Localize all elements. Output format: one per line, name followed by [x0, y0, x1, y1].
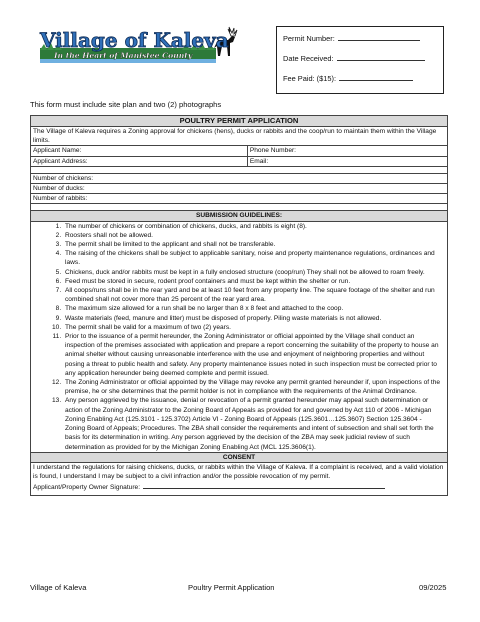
permit-number-label: Permit Number: — [283, 34, 335, 43]
permit-number-line[interactable] — [283, 31, 437, 51]
guideline-item: 8. The maximum size allowed for a run shall be no larger than 8 x 8 feet and attached to the coop. — [63, 304, 443, 313]
guideline-item: 7. All coops/runs shall be in the rear yard and be at least 10 feet from any property line. The square footage of the shelter and run combined shall not cover more than 25 percent of the rear yard area. — [63, 286, 443, 304]
guideline-item: 13. Any person aggrieved by the issuance, denial or revocation of a permit granted hereunder may appeal such determination or action of the Zoning Administrator to the Zoning Board of Appeals as provided for and governed by Act 110 of 2006 - Michigan Zoning Enabling Act (125.3101 - 125.3702) Article VI - Zoning Board of Appeals (125.3601…125.3607) Section 125.3604 - Zoning Board of Appeals; Procedures. The ZBA shall consider the requirements and intent of subsection and shall set forth the basis for its determination in writing. Any person aggrieved by the decision of the ZBA may seek judicial review of such determination as provided for by the Michigan Zoning Enabling Act (MCL 125.3606(1). — [63, 396, 443, 451]
spacer-row — [31, 166, 448, 173]
date-received-field[interactable] — [337, 51, 425, 61]
guideline-item: 11. Prior to the issuance of a permit hereunder, the Zoning Administrator or official appointed by the Village shall conduct an inspection of the premises associated with application and prepare a report concerning the suitability of the property to house an animal shelter without causing unreasonable interference with the use and enjoyment of neighboring properties and without posing a threat to public health and safety. Any property maintenance issues noted in such inspection must be corrected prior to any application hereunder being deemed complete and permit issued. — [63, 332, 443, 378]
consent-cell — [31, 462, 448, 495]
footer-right: 09/2025 — [419, 583, 447, 592]
form-description: The Village of Kaleva requires a Zoning approval for chickens (hens), ducks or rabbits and the coop/run to maintain them within the Village limits. — [31, 127, 448, 146]
consent-text: I understand the regulations for raising chickens, ducks, or rabbits within the Village of Kaleva. If a complaint is received, and a valid violation is found, I understand I may be subject to a civil infraction and/or the possible revocation of my permit. — [33, 463, 444, 481]
form-title: POULTRY PERMIT APPLICATION — [31, 116, 448, 127]
logo-tagline: In the Heart of Manistee County — [54, 51, 193, 60]
email-field[interactable]: Email: — [247, 156, 447, 166]
guideline-item: 10. The permit shall be valid for a maximum of two (2) years. — [63, 323, 443, 332]
guidelines-cell — [31, 221, 448, 452]
village-logo — [32, 26, 254, 66]
date-received-label: Date Received: — [283, 54, 334, 63]
applicant-name-field[interactable]: Applicant Name: — [31, 146, 248, 156]
permit-number-field[interactable] — [338, 31, 420, 41]
permit-form — [30, 115, 448, 496]
logo-title: Village of Kaleva — [40, 28, 229, 52]
fee-paid-line[interactable] — [283, 71, 437, 91]
guideline-item: 9. Waste materials (feed, manure and litter) must be disposed of properly. Piling waste materials is not allowed. — [63, 314, 443, 323]
num-rabbits-field[interactable]: Number of rabbits: — [31, 194, 448, 204]
guideline-item: 4. The raising of the chickens shall be subject to applicable sanitary, noise and property maintenance regulations, ordinances and laws. — [63, 249, 443, 267]
office-use-box — [276, 26, 444, 94]
signature-line[interactable] — [33, 481, 445, 494]
guidelines-title: SUBMISSION GUIDELINES: — [31, 211, 448, 221]
guideline-item: 1. The number of chickens or combination of chickens, ducks, and rabbits is eight (8). — [63, 222, 443, 231]
footer-left: Village of Kaleva — [30, 583, 87, 592]
guidelines-list — [33, 222, 445, 452]
fee-paid-field[interactable] — [339, 71, 413, 81]
applicant-address-field[interactable]: Applicant Address: — [31, 156, 248, 166]
guideline-item: 5. Chickens, duck and/or rabbits must be kept in a fully enclosed structure (coop/run) They shall not be allowed to roam freely. — [63, 268, 443, 277]
date-received-line[interactable] — [283, 51, 437, 71]
guideline-item: 12. The Zoning Administrator or official appointed by the Village may revoke any permit granted hereunder if, upon inspections of the premise, he or she determines that the permit holder is not in compliance with the requirements of the Animal Ordinance. — [63, 378, 443, 396]
spacer-row — [31, 204, 448, 211]
intro-note: This form must include site plan and two (2) photographs — [30, 100, 222, 109]
num-ducks-field[interactable]: Number of ducks: — [31, 184, 448, 194]
fee-paid-label: Fee Paid: ($15): — [283, 74, 336, 83]
phone-number-field[interactable]: Phone Number: — [247, 146, 447, 156]
guideline-item: 3. The permit shall be limited to the applicant and shall not be transferable. — [63, 240, 443, 249]
footer-center: Poultry Permit Application — [188, 583, 275, 592]
signature-label: Applicant/Property Owner Signature: — [33, 484, 141, 492]
consent-title: CONSENT — [31, 452, 448, 462]
signature-field[interactable] — [143, 481, 385, 489]
guideline-item: 2. Roosters shall not be allowed. — [63, 231, 443, 240]
guideline-item: 6. Feed must be stored in secure, rodent proof containers and must be kept within the shelter or run. — [63, 277, 443, 286]
num-chickens-field[interactable]: Number of chickens: — [31, 173, 448, 183]
